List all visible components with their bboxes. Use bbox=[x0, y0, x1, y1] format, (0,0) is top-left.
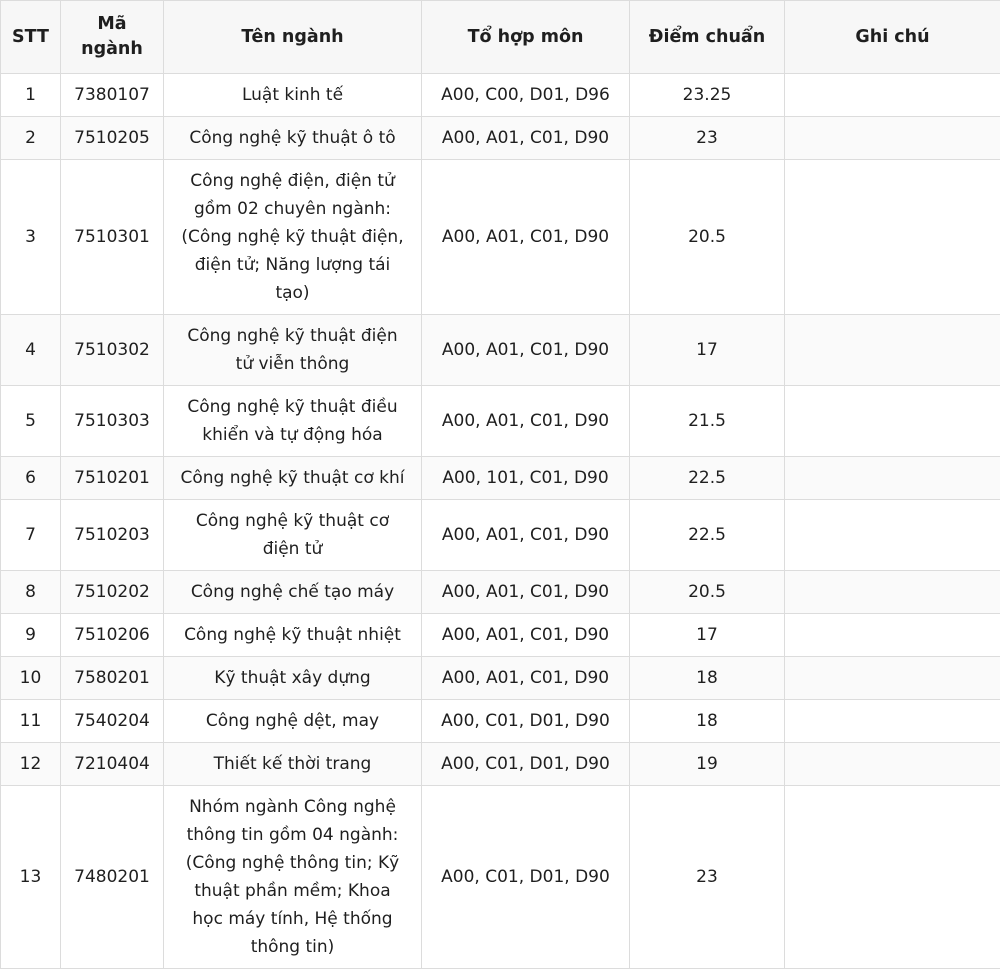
cell-ten-nganh: Công nghệ kỹ thuật ô tô bbox=[164, 117, 422, 160]
cell-diem-chuan: 21.5 bbox=[630, 386, 785, 457]
header-diem-chuan: Điểm chuẩn bbox=[630, 1, 785, 74]
cell-ma-nganh: 7210404 bbox=[61, 743, 164, 786]
cell-ma-nganh: 7510203 bbox=[61, 500, 164, 571]
table-row bbox=[1, 571, 1000, 614]
table-row bbox=[1, 457, 1000, 500]
cell-ten-nganh: Công nghệ kỹ thuật cơ khí bbox=[164, 457, 422, 500]
cell-ma-nganh: 7510301 bbox=[61, 160, 164, 315]
cell-diem-chuan: 19 bbox=[630, 743, 785, 786]
cell-ma-nganh: 7580201 bbox=[61, 657, 164, 700]
cell-ghi-chu bbox=[785, 315, 1000, 386]
table-row bbox=[1, 160, 1000, 315]
cell-ghi-chu bbox=[785, 386, 1000, 457]
cell-ma-nganh: 7380107 bbox=[61, 74, 164, 117]
cell-stt: 4 bbox=[1, 315, 61, 386]
cell-to-hop-mon: A00, A01, C01, D90 bbox=[422, 117, 630, 160]
cell-diem-chuan: 18 bbox=[630, 657, 785, 700]
cell-diem-chuan: 18 bbox=[630, 700, 785, 743]
cell-ghi-chu bbox=[785, 786, 1000, 969]
cell-ten-nganh: Công nghệ kỹ thuật cơ điện tử bbox=[164, 500, 422, 571]
cell-ghi-chu bbox=[785, 160, 1000, 315]
cell-ghi-chu bbox=[785, 74, 1000, 117]
table-row bbox=[1, 657, 1000, 700]
cell-stt: 1 bbox=[1, 74, 61, 117]
cell-diem-chuan: 23 bbox=[630, 786, 785, 969]
table-row bbox=[1, 386, 1000, 457]
cell-ghi-chu bbox=[785, 657, 1000, 700]
table-row bbox=[1, 700, 1000, 743]
cell-ten-nganh: Công nghệ dệt, may bbox=[164, 700, 422, 743]
cell-ma-nganh: 7510302 bbox=[61, 315, 164, 386]
cell-diem-chuan: 22.5 bbox=[630, 457, 785, 500]
cell-diem-chuan: 17 bbox=[630, 614, 785, 657]
cell-to-hop-mon: A00, A01, C01, D90 bbox=[422, 657, 630, 700]
cell-stt: 12 bbox=[1, 743, 61, 786]
cell-to-hop-mon: A00, A01, C01, D90 bbox=[422, 614, 630, 657]
cell-ten-nganh: Luật kinh tế bbox=[164, 74, 422, 117]
header-ten-nganh: Tên ngành bbox=[164, 1, 422, 74]
cell-ghi-chu bbox=[785, 614, 1000, 657]
table-row bbox=[1, 500, 1000, 571]
table-row bbox=[1, 74, 1000, 117]
cell-to-hop-mon: A00, C01, D01, D90 bbox=[422, 743, 630, 786]
cell-to-hop-mon: A00, A01, C01, D90 bbox=[422, 500, 630, 571]
cell-to-hop-mon: A00, C01, D01, D90 bbox=[422, 786, 630, 969]
cell-to-hop-mon: A00, A01, C01, D90 bbox=[422, 571, 630, 614]
cell-to-hop-mon: A00, C01, D01, D90 bbox=[422, 700, 630, 743]
cell-diem-chuan: 20.5 bbox=[630, 160, 785, 315]
cell-ghi-chu bbox=[785, 500, 1000, 571]
cell-diem-chuan: 23.25 bbox=[630, 74, 785, 117]
cell-stt: 13 bbox=[1, 786, 61, 969]
header-stt: STT bbox=[1, 1, 61, 74]
cell-ghi-chu bbox=[785, 117, 1000, 160]
cell-stt: 10 bbox=[1, 657, 61, 700]
cell-ten-nganh: Công nghệ kỹ thuật nhiệt bbox=[164, 614, 422, 657]
cell-ghi-chu bbox=[785, 743, 1000, 786]
table-header-row bbox=[1, 1, 1000, 74]
cell-ghi-chu bbox=[785, 700, 1000, 743]
cell-stt: 6 bbox=[1, 457, 61, 500]
cell-to-hop-mon: A00, C00, D01, D96 bbox=[422, 74, 630, 117]
cell-ten-nganh: Công nghệ kỹ thuật điện tử viễn thông bbox=[164, 315, 422, 386]
table-row bbox=[1, 743, 1000, 786]
cell-ten-nganh: Kỹ thuật xây dựng bbox=[164, 657, 422, 700]
cell-ma-nganh: 7510205 bbox=[61, 117, 164, 160]
cell-to-hop-mon: A00, A01, C01, D90 bbox=[422, 160, 630, 315]
cell-diem-chuan: 22.5 bbox=[630, 500, 785, 571]
header-to-hop-mon: Tổ hợp môn bbox=[422, 1, 630, 74]
cell-ten-nganh: Công nghệ kỹ thuật điều khiển và tự động hóa bbox=[164, 386, 422, 457]
cell-diem-chuan: 17 bbox=[630, 315, 785, 386]
table-row bbox=[1, 117, 1000, 160]
cell-diem-chuan: 20.5 bbox=[630, 571, 785, 614]
cell-ma-nganh: 7510201 bbox=[61, 457, 164, 500]
cell-to-hop-mon: A00, A01, C01, D90 bbox=[422, 386, 630, 457]
cell-ma-nganh: 7480201 bbox=[61, 786, 164, 969]
header-ma-nganh: Mã ngành bbox=[61, 1, 164, 74]
cell-ten-nganh: Công nghệ điện, điện tử gồm 02 chuyên ngành: (Công nghệ kỹ thuật điện, điện tử; Năng lượng tái tạo) bbox=[164, 160, 422, 315]
cell-stt: 11 bbox=[1, 700, 61, 743]
cell-to-hop-mon: A00, 101, C01, D90 bbox=[422, 457, 630, 500]
cell-ten-nganh: Công nghệ chế tạo máy bbox=[164, 571, 422, 614]
cell-ten-nganh: Thiết kế thời trang bbox=[164, 743, 422, 786]
table-row bbox=[1, 786, 1000, 969]
cell-stt: 3 bbox=[1, 160, 61, 315]
cell-ma-nganh: 7510202 bbox=[61, 571, 164, 614]
cell-ten-nganh: Nhóm ngành Công nghệ thông tin gồm 04 ngành: (Công nghệ thông tin; Kỹ thuật phần mềm; Khoa học máy tính, Hệ thống thông tin) bbox=[164, 786, 422, 969]
cell-stt: 9 bbox=[1, 614, 61, 657]
cell-ghi-chu bbox=[785, 571, 1000, 614]
cell-to-hop-mon: A00, A01, C01, D90 bbox=[422, 315, 630, 386]
table-row bbox=[1, 614, 1000, 657]
cell-diem-chuan: 23 bbox=[630, 117, 785, 160]
cell-ghi-chu bbox=[785, 457, 1000, 500]
cell-ma-nganh: 7510206 bbox=[61, 614, 164, 657]
table-row bbox=[1, 315, 1000, 386]
cell-stt: 5 bbox=[1, 386, 61, 457]
header-ghi-chu: Ghi chú bbox=[785, 1, 1000, 74]
cell-stt: 8 bbox=[1, 571, 61, 614]
cell-ma-nganh: 7540204 bbox=[61, 700, 164, 743]
cell-stt: 2 bbox=[1, 117, 61, 160]
cell-stt: 7 bbox=[1, 500, 61, 571]
cell-ma-nganh: 7510303 bbox=[61, 386, 164, 457]
